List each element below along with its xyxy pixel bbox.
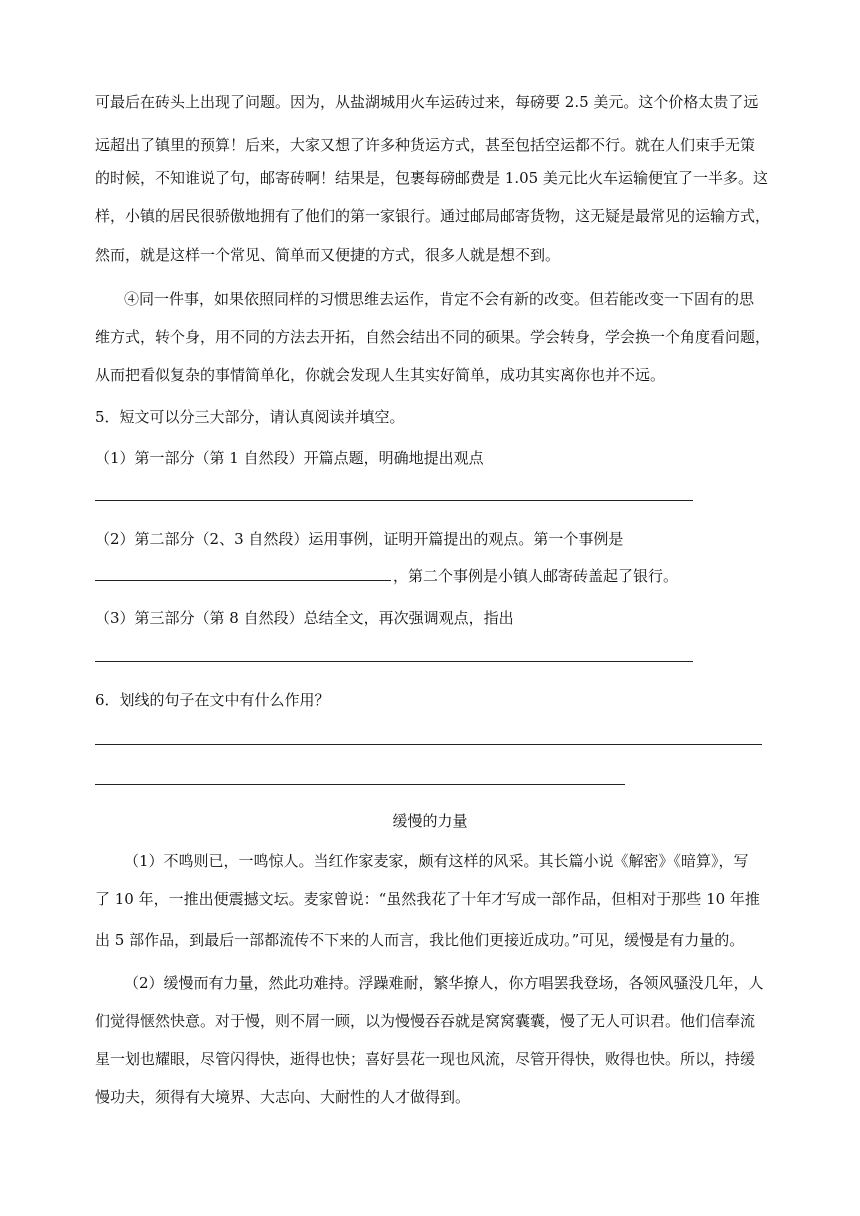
- passage2-p2-line2: 们觉得惬然快意。对于慢，则不屑一顾，以为慢慢吞吞就是窝窝囊囊，慢了无人可识君。他们信奉流: [95, 1012, 756, 1030]
- answer-blank-6-2[interactable]: [95, 784, 625, 785]
- passage1-p3-line4: 样，小镇的居民很骄傲地拥有了他们的第一家银行。通过邮局邮寄货物，这无疑是最常见的运输方式，: [95, 207, 771, 225]
- question-5-part2-cont: [95, 566, 678, 586]
- question-5-title: 5．短文可以分三大部分，请认真阅读并填空。: [95, 408, 405, 426]
- passage1-p4-line2: 维方式，转个身，用不同的方法去开拓，自然会结出不同的硕果。学会转身，学会换一个角度看问题，: [95, 328, 771, 346]
- question-5-part2: （2）第二部分（2、3 自然段）运用事例，证明开篇提出的观点。第一个事例是: [95, 530, 624, 548]
- question-5-part3: （3）第三部分（第 8 自然段）总结全文，再次强调观点，指出: [95, 609, 514, 627]
- passage1-p3-line3: 的时候，不知谁说了句，邮寄砖啊！结果是，包裹每磅邮费是 1.05 美元比火车运输便宜了一半多。这: [95, 169, 768, 187]
- passage1-p3-line5: 然而，就是这样一个常见、简单而又便捷的方式，很多人就是想不到。: [95, 246, 561, 264]
- question-6-title: 6．划线的句子在文中有什么作用？: [95, 691, 330, 709]
- passage2-p1-line1: （1）不鸣则已，一鸣惊人。当红作家麦家，颇有这样的风采。其长篇小说《解密》《暗算》，写: [124, 852, 749, 870]
- passage1-p4-line1: ④同一件事，如果依照同样的习惯思维去运作，肯定不会有新的改变。但若能改变一下固有的思: [124, 290, 755, 308]
- passage2-title: 缓慢的力量: [392, 812, 468, 830]
- passage2-p2-line1: （2）缓慢而有力量，然此功难持。浮躁难耐，繁华撩人，你方唱罢我登场，各领风骚没几年，人: [124, 974, 764, 992]
- passage2-p1-line2: 了 10 年，一推出便震撼文坛。麦家曾说：“虽然我花了十年才写成一部作品，但相对于那些 10 年推: [95, 890, 760, 908]
- answer-blank-5-2[interactable]: [95, 566, 391, 581]
- question-5-part1: （1）第一部分（第 1 自然段）开篇点题，明确地提出观点: [95, 449, 484, 467]
- passage1-p3-line2: 远超出了镇里的预算！后来，大家又想了许多种货运方式，甚至包括空运都不行。就在人们束手无策: [95, 136, 756, 154]
- passage1-p4-line3: 从而把看似复杂的事情简单化，你就会发现人生其实好简单，成功其实离你也并不远。: [95, 366, 666, 384]
- passage2-p2-line4: 慢功夫，须得有大境界、大志向、大耐性的人才做得到。: [95, 1088, 471, 1106]
- passage2-p2-line3: 星一划也耀眼，尽管闪得快，逝得也快；喜好昙花一现也风流，尽管开得快，败得也快。所以，持缓: [95, 1050, 756, 1068]
- passage1-p3-line1: 可最后在砖头上出现了问题。因为，从盐湖城用火车运砖过来，每磅要 2.5 美元。这个价格太贵了远: [95, 93, 759, 111]
- passage2-p1-line3: 出 5 部作品，到最后一部都流传不下来的人而言，我比他们更接近成功。”可见，缓慢是有力量的。: [95, 931, 745, 949]
- answer-blank-5-3[interactable]: [95, 661, 693, 662]
- question-5-part2-tail: ，第二个事例是小镇人邮寄砖盖起了银行。: [393, 567, 679, 585]
- answer-blank-5-1[interactable]: [95, 500, 693, 501]
- answer-blank-6-1[interactable]: [95, 744, 762, 745]
